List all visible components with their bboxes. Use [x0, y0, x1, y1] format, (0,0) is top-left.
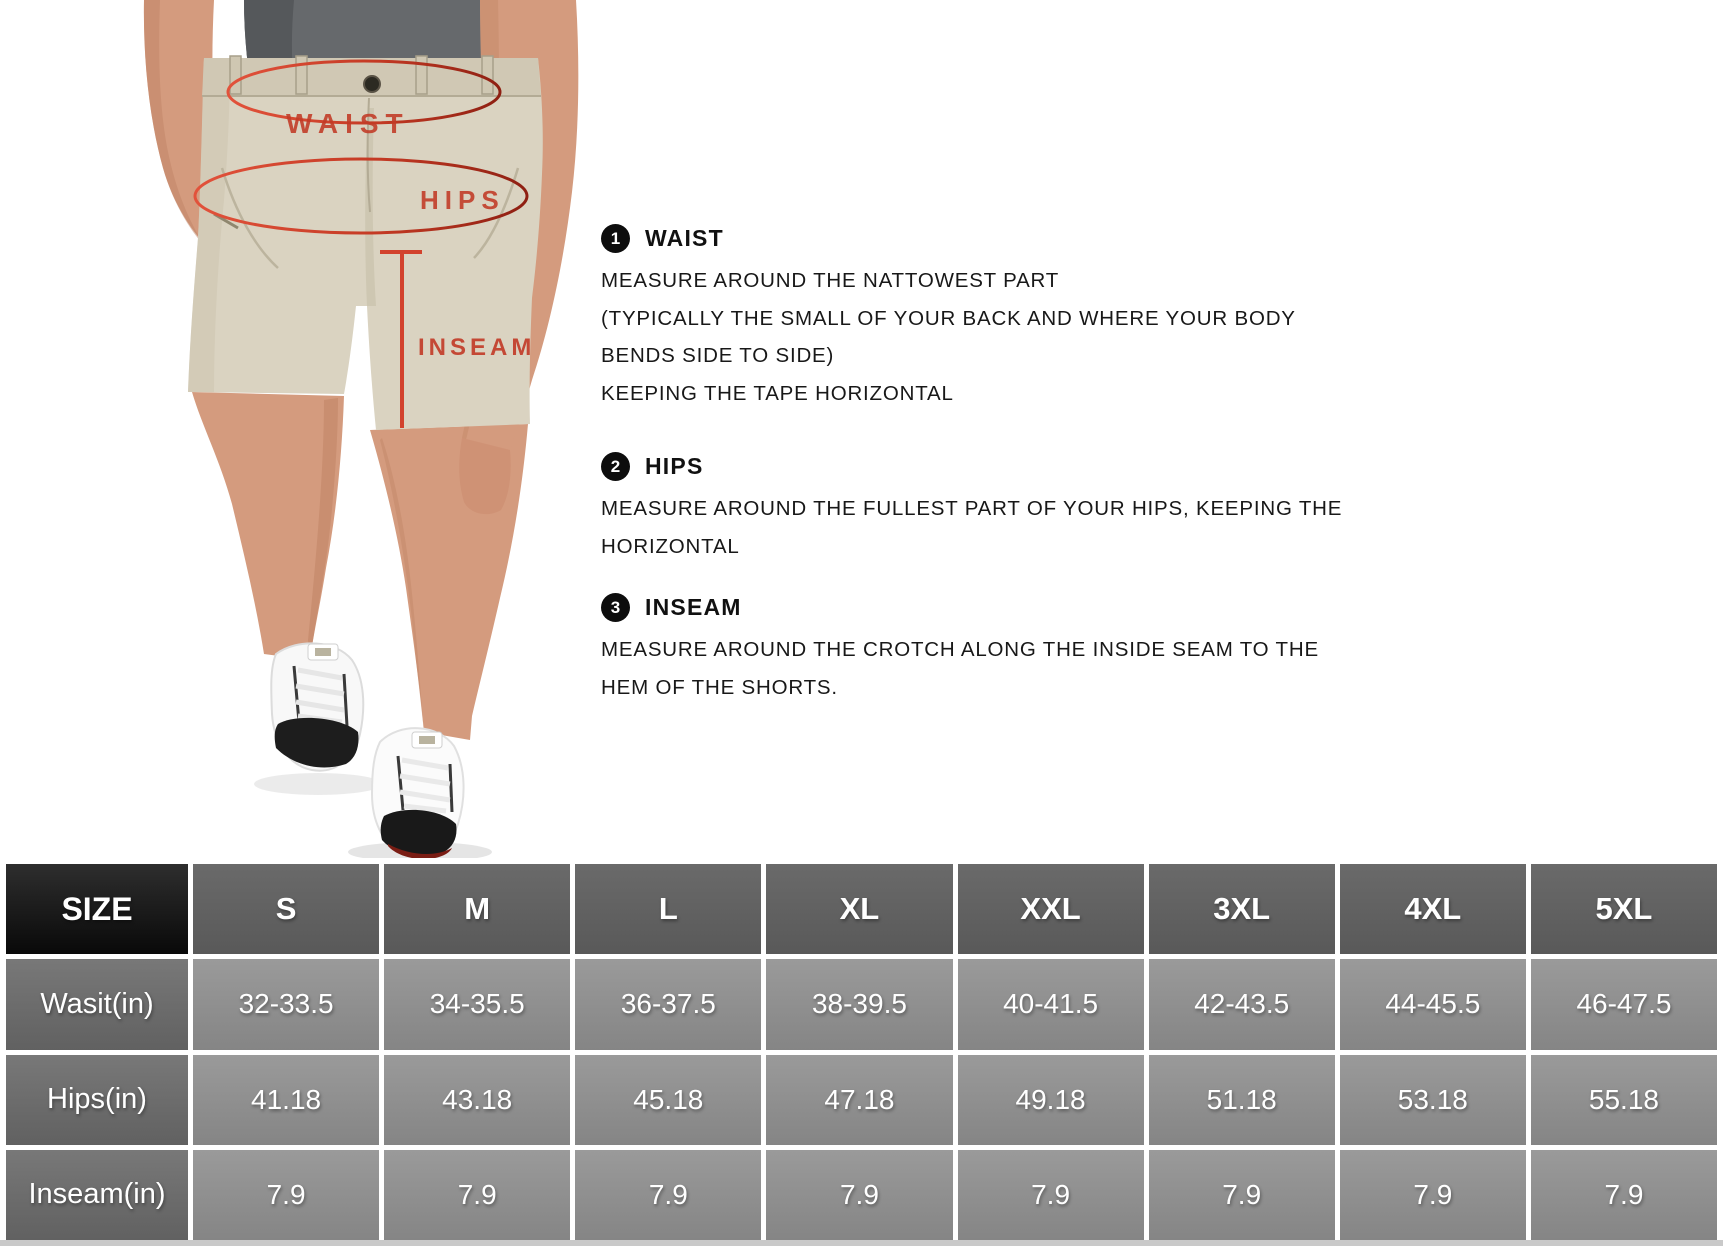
- waist-value-cell: 46-47.5: [1531, 959, 1717, 1049]
- left-shoe: [271, 643, 363, 770]
- right-shoe: [372, 728, 464, 859]
- inseam-value-cell: 7.9: [575, 1150, 761, 1240]
- inseam-value-cell: 7.9: [384, 1150, 570, 1240]
- hips-instruction-section: [601, 452, 1361, 565]
- size-header-cell: 4XL: [1340, 864, 1526, 954]
- inseam-value-cell: 7.9: [1149, 1150, 1335, 1240]
- hips-value-cell: 41.18: [193, 1055, 379, 1145]
- table-bottom-strip: [0, 1240, 1723, 1246]
- hips-value-cell: 43.18: [384, 1055, 570, 1145]
- waist-value-cell: 36-37.5: [575, 959, 761, 1049]
- size-header-cell: 3XL: [1149, 864, 1335, 954]
- instruction-line: MEASURE AROUND THE CROTCH ALONG THE INSIDE SEAM TO THE: [601, 638, 1319, 661]
- shorts-button: [364, 76, 380, 92]
- hips-value-cell: 51.18: [1149, 1055, 1335, 1145]
- size-header-cell: S: [193, 864, 379, 954]
- hips-value-cell: 53.18: [1340, 1055, 1526, 1145]
- waist-value-cell: 44-45.5: [1340, 959, 1526, 1049]
- hips-value-cell: 49.18: [958, 1055, 1144, 1145]
- waist-value-cell: 34-35.5: [384, 959, 570, 1049]
- waist-instruction-heading: [601, 224, 1361, 253]
- step-1-badge: 1: [601, 224, 630, 253]
- hips-value-cell: 55.18: [1531, 1055, 1717, 1145]
- inseam-instruction-heading: [601, 593, 1361, 622]
- size-header-cell: 5XL: [1531, 864, 1717, 954]
- hips-value-cell: 47.18: [766, 1055, 952, 1145]
- waist-instruction-section: [601, 224, 1361, 412]
- hips-instruction-heading: [601, 452, 1361, 481]
- size-header-cell: M: [384, 864, 570, 954]
- model-photo: [118, 0, 602, 860]
- step-2-badge: 2: [601, 452, 630, 481]
- step-3-badge: 3: [601, 593, 630, 622]
- row-label-waist: Wasit(in): [6, 959, 188, 1049]
- inseam-value-cell: 7.9: [1531, 1150, 1717, 1240]
- size-header-cell: L: [575, 864, 761, 954]
- right-hand: [459, 438, 510, 514]
- hips-annotation: HIPS: [420, 185, 505, 215]
- hips-instruction-title: HIPS: [645, 453, 704, 479]
- row-label-hips: Hips(in): [6, 1055, 188, 1145]
- instruction-line: KEEPING THE TAPE HORIZONTAL: [601, 381, 954, 405]
- size-chart-table: [0, 858, 1723, 1246]
- instruction-line: BENDS SIDE TO SIDE): [601, 344, 835, 367]
- hips-value-cell: 45.18: [575, 1055, 761, 1145]
- instruction-line: (TYPICALLY THE SMALL OF YOUR BACK AND WHERE YOUR BODY: [601, 306, 1296, 330]
- inseam-annotation: INSEAM: [418, 334, 536, 361]
- waist-annotation: WAIST: [286, 108, 410, 139]
- waist-value-cell: 38-39.5: [766, 959, 952, 1049]
- instruction-line: MEASURE AROUND THE NATTOWEST PART: [601, 269, 1060, 292]
- waist-value-cell: 40-41.5: [958, 959, 1144, 1049]
- inseam-instruction-title: INSEAM: [645, 594, 742, 620]
- inseam-value-cell: 7.9: [1340, 1150, 1526, 1240]
- inseam-value-cell: 7.9: [958, 1150, 1144, 1240]
- inseam-value-cell: 7.9: [193, 1150, 379, 1240]
- size-header-cell: XXL: [958, 864, 1144, 954]
- size-header-cell: XL: [766, 864, 952, 954]
- inseam-value-cell: 7.9: [766, 1150, 952, 1240]
- waist-instruction-title: WAIST: [645, 225, 724, 251]
- size-corner-cell: SIZE: [6, 864, 188, 954]
- row-label-inseam: Inseam(in): [6, 1150, 188, 1240]
- inseam-instruction-section: [601, 593, 1361, 706]
- instruction-line: HORIZONTAL: [601, 534, 740, 558]
- instruction-line: MEASURE AROUND THE FULLEST PART OF YOUR HIPS, KEEPING THE: [601, 497, 1343, 520]
- instruction-line: HEM OF THE SHORTS.: [601, 675, 838, 699]
- waist-value-cell: 32-33.5: [193, 959, 379, 1049]
- left-shoe-sole: [275, 718, 359, 768]
- waist-value-cell: 42-43.5: [1149, 959, 1335, 1049]
- measure-instructions: [601, 0, 1361, 860]
- size-chart-grid: [6, 864, 1717, 1240]
